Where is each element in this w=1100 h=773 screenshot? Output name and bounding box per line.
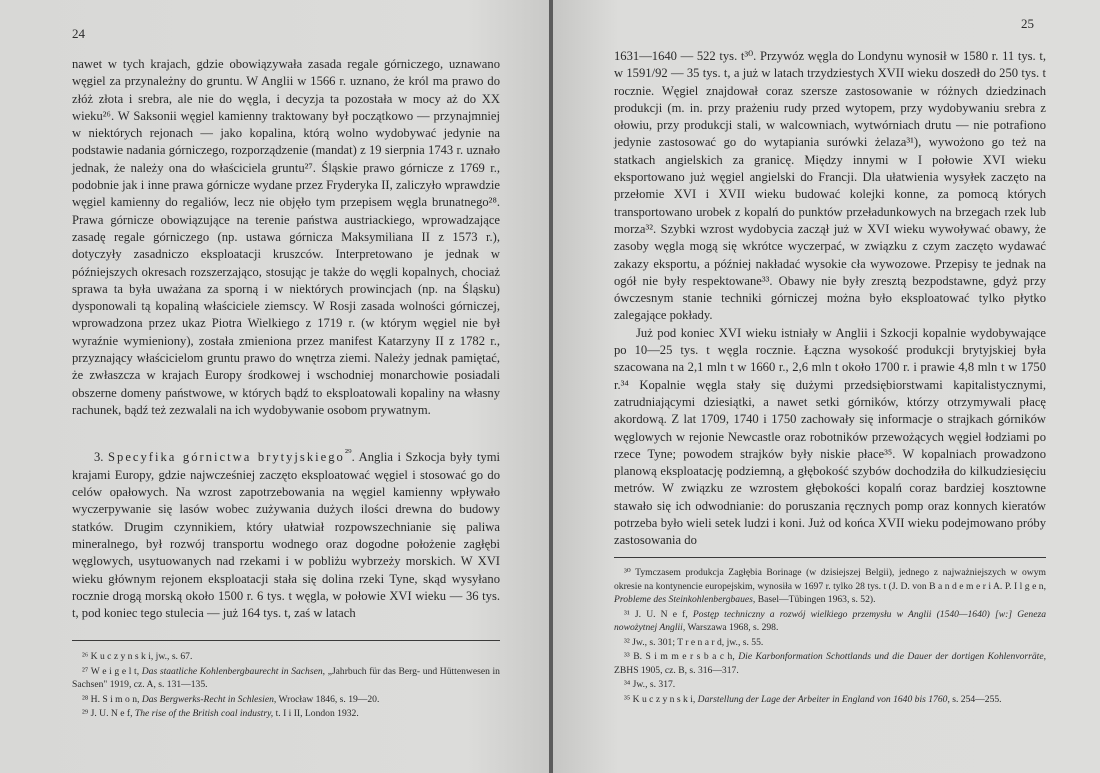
footnote-rule-left <box>72 640 500 641</box>
right-paragraph-1: 1631—1640 — 522 tys. t³⁰. Przywóz węgla do Londynu wynosił w 1580 r. 11 tys. t, w 1591/92 — 35 tys. t, a już w latach trzydziestych XVII wieku doszedł do 250 tys. t rocznie. Węgiel znajdował coraz szersze zastosowanie w różnych dziedzinach produkcji (m. in. przy prażeniu rudy przed wytopem, przy wydobywaniu srebra z ołowiu, przy produkcji stali, w walcowniach, wytwórniach drutu — nie potrafiono jedynie zastosować go do wytapiania surówki żelaza³¹), wywożono go też na statkach angielskich za granicę. Między innymi w I połowie XVI wieku eksportowano już węgiel angielski do Francji. Dla ułatwienia wysyłek zaczęto na przełomie XVI i XVII wieku budować kolejki konne, za pomocą których transportowano urobek z kopalń do punktów przeładunkowych na brzegach rzek lub morza³². Szybki wzrost wydobycia zaczął już w XVI wieku wywoływać obawy, że zasoby węgla mogą się wkrótce wyczerpać, w związku z czym zaczęto wydawać zakazy eksportu, a później nakładać wysokie cła wywozowe. Przepisy te jednak na ogół nie były respektowane³³. Obawy nie były zresztą bezpodstawne, gdyż przy ówczesnym stanie techniki górniczej można było eksploatować tylko płytko zalegające pokłady. <box>614 49 1046 323</box>
page-number-left: 24 <box>72 26 85 41</box>
footnote: ³⁰ Tymczasem produkcja Zagłębia Borinage (w dzisiejszej Belgii), jednego z najważniejszych w owym okresie na kontynencie europejskim, wynosiła w 1697 r. tylko 28 tys. t (J. D. von B a n d e m e r i A. P. I l g e n, Probleme des Steinkohlenbergbaues, Basel—Tübingen 1963, s. 52). <box>614 567 1046 605</box>
right-footnotes <box>614 566 1046 707</box>
footnote: ²⁸ H. S i m o n, Das Bergwerks-Recht in Schlesien, Wrocław 1846, s. 19—20. <box>82 693 380 705</box>
left-footnotes <box>72 650 500 722</box>
left-page <box>0 0 549 773</box>
left-paragraph-2: . Anglia i Szkocja były tymi krajami Europy, gdzie najwcześniej zaczęto eksploatować węgiel i stosować go do celów opałowych. Na wzrost zapotrzebowania na węgiel kamienny wpływało wyczerpywanie się lasów wobec zużywania dużych ilości drewna do budowy statków. Drugim czynnikiem, który ułatwiał rozpowszechnianie się paliwa mineralnego, był rozwój transportu wodnego oraz dogodne położenie zagłębi węglowych, usytuowanych nad rzekami i w pobliżu wybrzeży morskich. W XVI wieku głównym rejonem eksploatacji stała się dolina rzeki Tyne, skąd wysyłano rocznie drogą morską około 1500 r. 6 tys. t węgla, w połowie XVI wieku — 36 tys. t, pod koniec tego stulecia — już 164 tys. t, zaś w latach <box>72 450 500 621</box>
right-page <box>553 0 1100 773</box>
left-paragraph-1: nawet w tych krajach, gdzie obowiązywała zasada regale górniczego, uznawano węgiel za przynależny do gruntu. W Anglii w 1566 r. uznano, że król ma prawo do złóż złota i srebra, ale nie do węgla, i decyzja ta pozostała w mocy aż do XX wieku²⁶. W Saksonii węgiel kamienny traktowany był początkowo — przynajmniej w niektórych rejonach — jako kopalina, którą wolno wydobywać jedynie na podstawie nadania górniczego, rozporządzenie (mandat) z 19 sierpnia 1743 r. uznało jednak, że należy ona do właściciela gruntu²⁷. Śląskie prawo górnicze z 1769 r., podobnie jak i inne prawa górnicze wydane przez Fryderyka II, zaliczyło wprawdzie węgiel kamienny do regaliów, lecz nie objęło tym przepisem węgla brunatnego²⁸. Prawa górnicze obowiązujące na terenie państwa austriackiego, wprowadzające zasadę regale górniczego (np. ustawa górnicza Maksymiliana II z 1573 r.), dotyczyły zasadniczo eksploatacji kruszców. Interpretowano je jednak w późniejszych okresach rozszerzająco, stosując je także do węgli kopalnych, chociaż sprawa ta była uważana za sporną i w niektórych prowincjach (np. na Śląsku) dysponowali tą kopaliną właściciele ziemscy. W Rosji zasada wolności górniczej, wprowadzona przez ukaz Piotra Wielkiego z 1719 r. (w którym węgiel nie był wyraźnie wymieniony), została zmieniona przez manifest Katarzyny II z 1782 r., przyznający właścicielom gruntu prawo do wnętrza ziemi. Należy jednak pamiętać, że zwłaszcza w krajach Europy środkowej i wschodniej monarchowie posiadali obszerne domeny państwowe, w których bądź to eksploatowali kopaliny na własny rachunek, bądź też zezwalali na ich wydobywanie osobom prywatnym. <box>72 57 500 417</box>
footnote-rule-right <box>614 557 1046 558</box>
footnote: ³³ B. S i m m e r s b a c h, Die Karbonformation Schottlands und die Dauer der dortigen Kohlenvorräte, ZBHS 1905, cz. B, s. 316—317. <box>614 651 1046 676</box>
footnote: ²⁶ K u c z y n s k i, jw., s. 67. <box>82 651 193 662</box>
left-body-text <box>72 56 500 622</box>
right-body-text <box>614 48 1046 550</box>
page-number-right: 25 <box>1021 16 1034 31</box>
footnote: ³¹ J. U. N e f, Postęp techniczny a rozwój wielkiego przemysłu w Anglii (1540—1640) [w:] Geneza nowożytnej Anglii, Warszawa 1968, s. 298. <box>614 608 1046 633</box>
footnote: ³⁵ K u c z y n s k i, Darstellung der Lage der Arbeiter in England von 1640 bis 1760, s. 254—255. <box>624 693 1002 705</box>
footnote: ²⁷ W e i g e l t, Das staatliche Kohlenbergbaurecht in Sachsen, „Jahrbuch für das Berg- und Hüttenwesen in Sachsen" 1919, cz. A, s. 131—135. <box>72 665 500 690</box>
section-number: 3. <box>94 450 104 465</box>
section-footnote-ref: ²⁹ <box>344 448 352 460</box>
right-paragraph-2: Już pod koniec XVI wieku istniały w Anglii i Szkocji kopalnie wydobywające po 10—25 tys. t węgla rocznie. Łączna wysokość produkcji brytyjskiej była szacowana na 2,1 mln t w 1660 r., 2,6 mln t około 1700 r. i prawie 4,8 mln t w 1750 r.³⁴ Kopalnie węgla stały się dużymi przedsiębiorstwami kapitalistycznymi, zatrudniającymi dziesiątki, a nawet setki górników, którzy otrzymywali płacę akordową. Z lat 1709, 1740 i 1750 zachowały się informacje o strajkach górników węglowych w rejonie Newcastle oraz robotników przewożących węgiel łodziami po rzece Tyne; powodem strajków były niskie płace³⁵. W kopalniach prowadzono planową eksploatację podziemną, a głębokość szybów dochodziła do kilkudziesięciu metrów. W związku ze wzrostem głębokości kopalń coraz bardziej kosztowne stawało się ich odwodnianie: do poruszania ręcznych pomp oraz konnych kieratów potrzeba było wieli setek ludzi i koni. Już od końca XVII wieku podejmowano próby zastosowania do <box>614 325 1046 548</box>
footnote: ³⁴ Jw., s. 317. <box>624 679 676 690</box>
footnote: ²⁹ J. U. N e f, The rise of the British coal industry, t. I i II, London 1932. <box>82 708 359 719</box>
section-paragraph <box>72 445 500 622</box>
footnote: ³² Jw., s. 301; T r e n a r d, jw., s. 55. <box>624 636 764 648</box>
section-title: Specyfika górnictwa brytyjskiego <box>108 450 345 465</box>
